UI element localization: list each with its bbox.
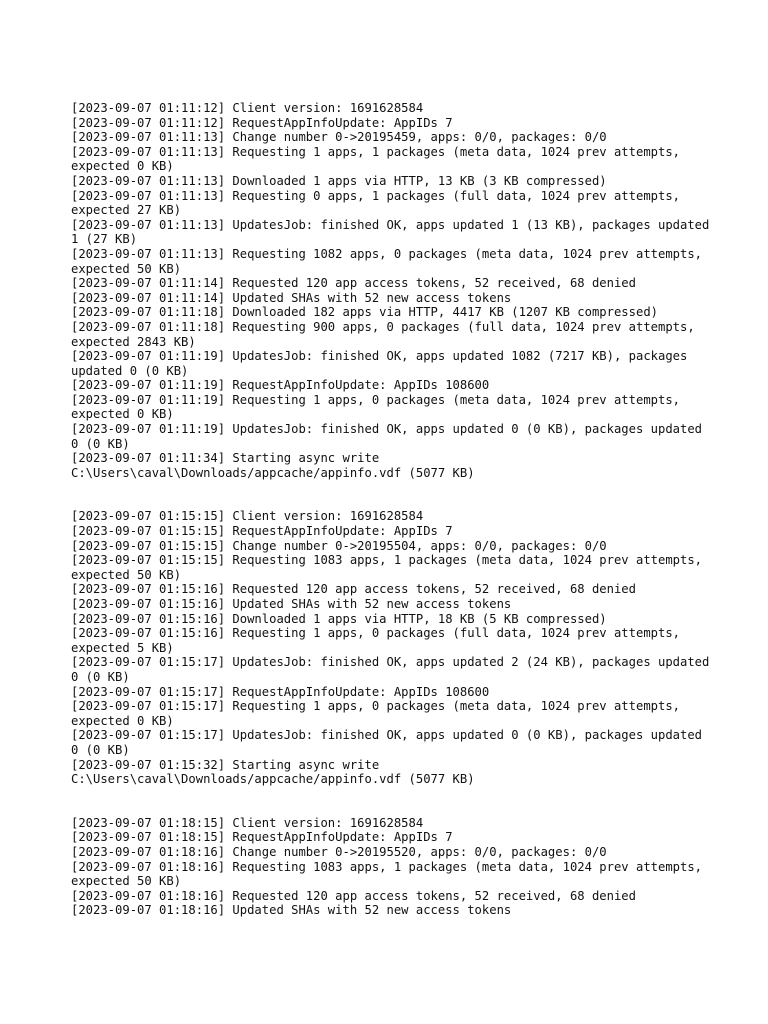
log-line: [2023-09-07 01:11:13] Requesting 1 apps, 1 packages (meta data, 1024 prev attempts, expected 0 KB) — [71, 144, 688, 174]
log-line: [2023-09-07 01:15:17] UpdatesJob: finished OK, apps updated 2 (24 KB), packages updated 0 (0 KB) — [71, 655, 717, 684]
log-line: [2023-09-07 01:18:16] Requesting 1083 apps, 1 packages (meta data, 1024 prev attempts, expected 50 KB) — [71, 859, 710, 889]
log-line: [2023-09-07 01:18:16] Change number 0->20195520, apps: 0/0, packages: 0/0 — [71, 844, 607, 859]
log-line: [2023-09-07 01:18:16] Requested 120 app access tokens, 52 received, 68 denied — [71, 888, 636, 903]
log-line: [2023-09-07 01:15:16] Requesting 1 apps, 0 packages (full data, 1024 prev attempts, expected 5 KB) — [71, 626, 688, 655]
log-line: [2023-09-07 01:18:15] Client version: 1691628584 — [71, 815, 424, 830]
log-line: [2023-09-07 01:11:19] UpdatesJob: finished OK, apps updated 0 (0 KB), packages updated 0 (0 KB) — [71, 422, 710, 451]
log-line: [2023-09-07 01:11:19] UpdatesJob: finished OK, apps updated 1082 (7217 KB), packages updated 0 (0 KB) — [71, 349, 695, 378]
log-block — [71, 101, 717, 480]
log-block — [71, 816, 711, 918]
log-line: [2023-09-07 01:15:16] Updated SHAs with 52 new access tokens — [71, 597, 512, 611]
log-line: [2023-09-07 01:18:16] Updated SHAs with 52 new access tokens — [71, 903, 512, 918]
log-line: [2023-09-07 01:11:13] UpdatesJob: finished OK, apps updated 1 (13 KB), packages updated 1 (27 KB) — [71, 217, 717, 247]
log-block — [71, 509, 717, 787]
log-line: [2023-09-07 01:15:17] Requesting 1 apps, 0 packages (meta data, 1024 prev attempts, expected 0 KB) — [71, 699, 688, 728]
log-line: [2023-09-07 01:15:32] Starting async write C:\Users\caval\Downloads/appcache/appinfo.vdf (5077 KB) — [71, 757, 475, 787]
log-line: [2023-09-07 01:15:17] RequestAppInfoUpdate: AppIDs 108600 — [71, 684, 490, 699]
log-line: [2023-09-07 01:18:15] RequestAppInfoUpdate: AppIDs 7 — [71, 830, 453, 845]
log-line: [2023-09-07 01:15:16] Downloaded 1 apps via HTTP, 18 KB (5 KB compressed) — [71, 611, 607, 626]
log-line: [2023-09-07 01:11:13] Change number 0->20195459, apps: 0/0, packages: 0/0 — [71, 130, 607, 145]
log-line: [2023-09-07 01:11:13] Downloaded 1 apps via HTTP, 13 KB (3 KB compressed) — [71, 173, 607, 188]
log-line: [2023-09-07 01:15:16] Requested 120 app access tokens, 52 received, 68 denied — [71, 582, 636, 597]
log-line: [2023-09-07 01:15:15] Requesting 1083 apps, 1 packages (meta data, 1024 prev attempts, expected 50 KB) — [71, 553, 710, 582]
log-line: [2023-09-07 01:11:13] Requesting 0 apps, 1 packages (full data, 1024 prev attempts, expected 27 KB) — [71, 188, 688, 218]
log-line: [2023-09-07 01:11:14] Updated SHAs with 52 new access tokens — [71, 290, 512, 305]
log-line: [2023-09-07 01:11:19] Requesting 1 apps, 0 packages (meta data, 1024 prev attempts, expected 0 KB) — [71, 392, 688, 422]
log-document — [71, 101, 717, 947]
log-line: [2023-09-07 01:15:15] RequestAppInfoUpdate: AppIDs 7 — [71, 524, 453, 539]
log-line: [2023-09-07 01:15:15] Change number 0->20195504, apps: 0/0, packages: 0/0 — [71, 538, 607, 553]
log-line: [2023-09-07 01:11:19] RequestAppInfoUpdate: AppIDs 108600 — [71, 378, 490, 393]
log-line: [2023-09-07 01:15:17] UpdatesJob: finished OK, apps updated 0 (0 KB), packages updated 0 (0 KB) — [71, 728, 710, 757]
log-line: [2023-09-07 01:11:14] Requested 120 app access tokens, 52 received, 68 denied — [71, 276, 636, 291]
log-line: [2023-09-07 01:11:12] RequestAppInfoUpdate: AppIDs 7 — [71, 115, 453, 130]
log-line: [2023-09-07 01:11:18] Downloaded 182 apps via HTTP, 4417 KB (1207 KB compressed) — [71, 305, 658, 320]
log-line: [2023-09-07 01:11:13] Requesting 1082 apps, 0 packages (meta data, 1024 prev attempts, expected 50 KB) — [71, 246, 710, 276]
log-line: [2023-09-07 01:15:15] Client version: 1691628584 — [71, 509, 424, 524]
log-line: [2023-09-07 01:11:12] Client version: 1691628584 — [71, 101, 424, 115]
log-line: [2023-09-07 01:11:18] Requesting 900 apps, 0 packages (full data, 1024 prev attempts, expected 2843 KB) — [71, 319, 703, 349]
log-line: [2023-09-07 01:11:34] Starting async write C:\Users\caval\Downloads/appcache/appinfo.vdf (5077 KB) — [71, 451, 475, 480]
